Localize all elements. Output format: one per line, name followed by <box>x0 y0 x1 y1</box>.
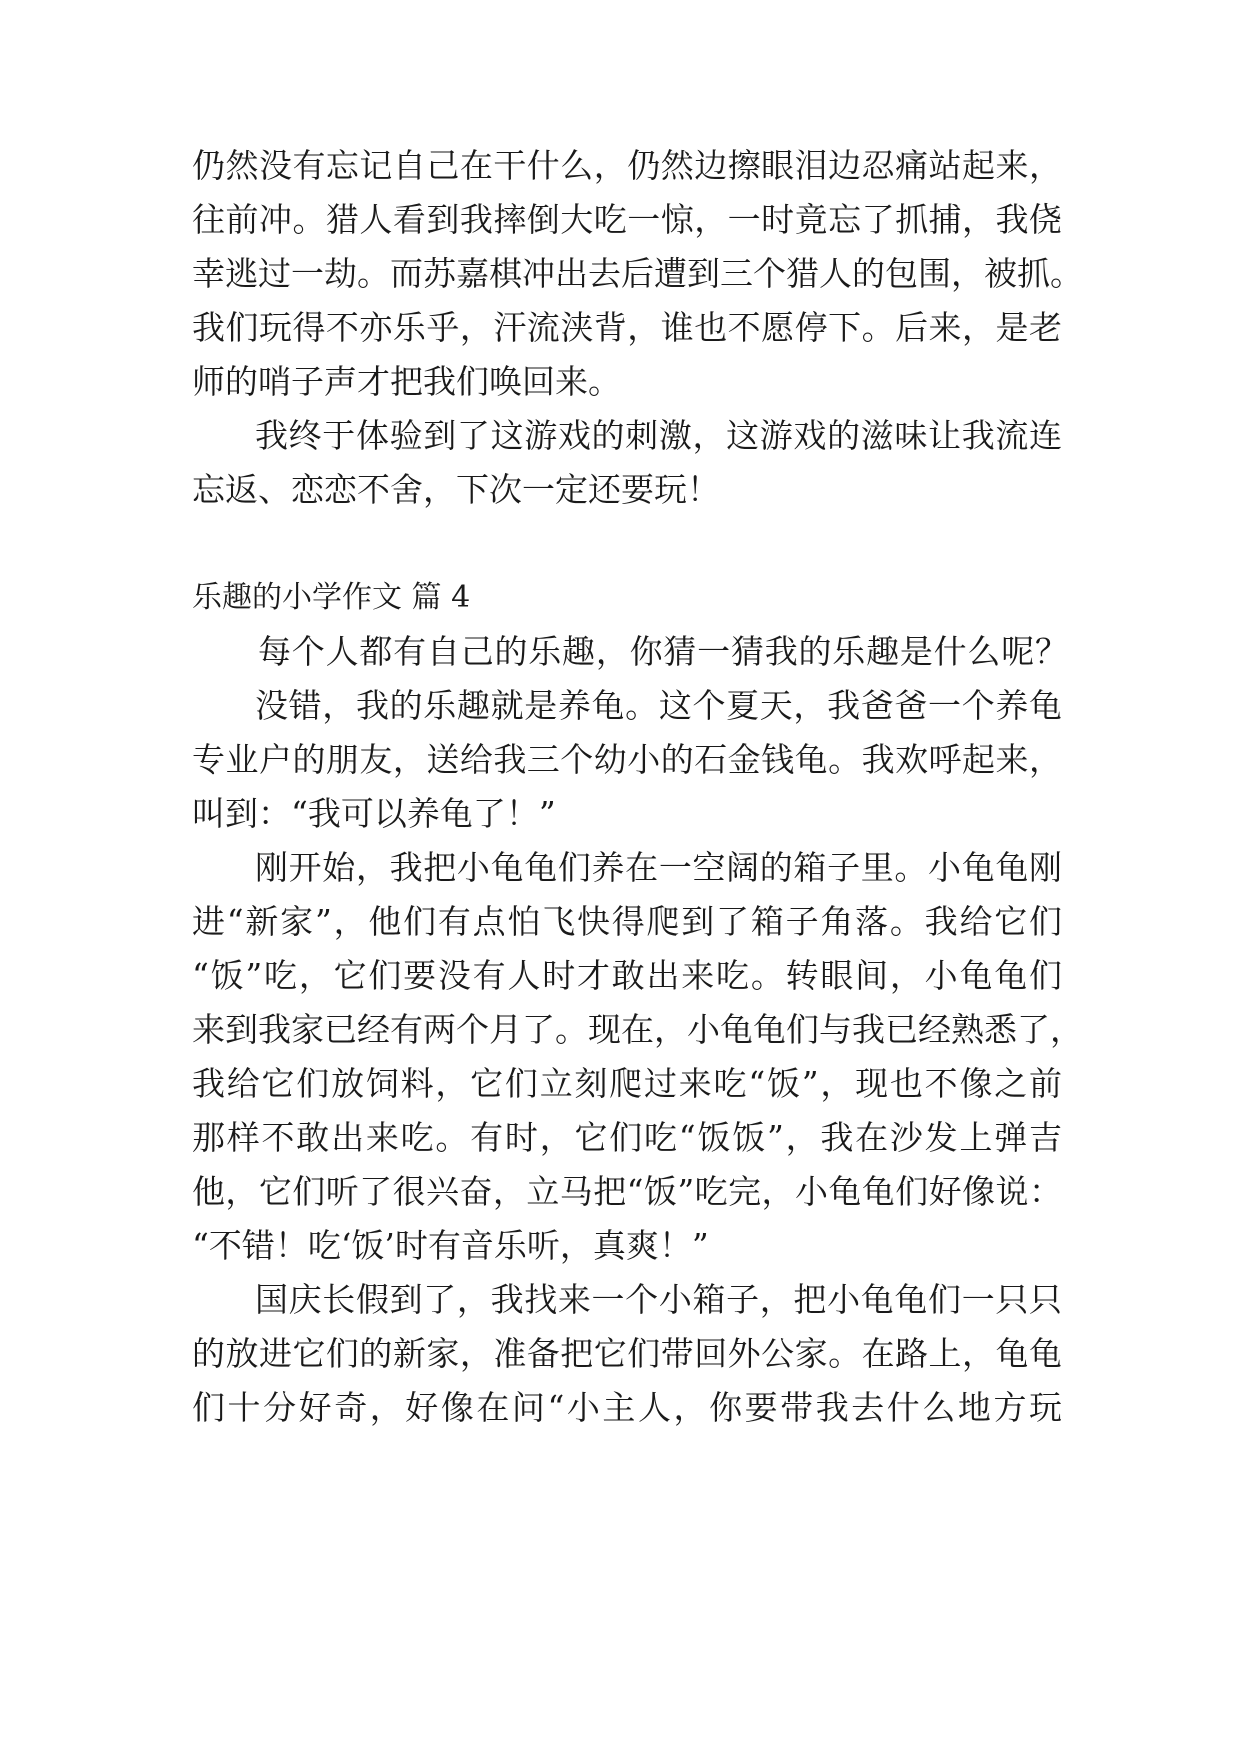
paragraph-line: 幸逃过一劫。而苏嘉棋冲出去后遭到三个猎人的包围，被抓。 <box>192 254 1083 293</box>
paragraph-line: 国庆长假到了，我找来一个小箱子，把小龟龟们一只只 <box>255 1280 1062 1319</box>
paragraph-line: 往前冲。猎人看到我摔倒大吃一惊，一时竟忘了抓捕，我侥 <box>192 200 1062 239</box>
paragraph-line: 们十分好奇，好像在问“小主人，你要带我去什么地方玩 <box>192 1388 1062 1427</box>
paragraph-line: “不错！吃‘饭’时有音乐听，真爽！” <box>192 1226 709 1265</box>
paragraph-line: 刚开始，我把小龟龟们养在一空阔的箱子里。小龟龟刚 <box>255 848 1062 887</box>
paragraph-line: 忘返、恋恋不舍，下次一定还要玩！ <box>192 470 720 509</box>
paragraph-line: 来到我家已经有两个月了。现在，小龟龟们与我已经熟悉了， <box>192 1010 1083 1049</box>
section-heading: 乐趣的小学作文 篇 4 <box>192 580 471 615</box>
paragraph-line: 每个人都有自己的乐趣，你猜一猜我的乐趣是什么呢？ <box>258 632 1068 671</box>
paragraph-line: 他，它们听了很兴奋，立马把“饭”吃完，小龟龟们好像说： <box>192 1172 1062 1211</box>
paragraph-line: 我们玩得不亦乐乎，汗流浃背，谁也不愿停下。后来，是老 <box>192 308 1062 347</box>
paragraph-line: 我给它们放饲料，它们立刻爬过来吃“饭”，现也不像之前 <box>192 1064 1062 1103</box>
paragraph-line: 专业户的朋友，送给我三个幼小的石金钱龟。我欢呼起来， <box>192 740 1062 779</box>
paragraph-line: 没错，我的乐趣就是养龟。这个夏天，我爸爸一个养龟 <box>255 686 1062 725</box>
paragraph-line: “饭”吃，它们要没有人时才敢出来吃。转眼间，小龟龟们 <box>192 956 1062 995</box>
paragraph-line: 的放进它们的新家，准备把它们带回外公家。在路上，龟龟 <box>192 1334 1062 1373</box>
paragraph-line: 叫到：“我可以养龟了！” <box>192 794 556 833</box>
paragraph-line: 师的哨子声才把我们唤回来。 <box>192 362 621 401</box>
paragraph-line: 进“新家”，他们有点怕飞快得爬到了箱子角落。我给它们 <box>192 902 1062 941</box>
paragraph-line: 那样不敢出来吃。有时，它们吃“饭饭”，我在沙发上弹吉 <box>192 1118 1062 1157</box>
paragraph-line: 我终于体验到了这游戏的刺激，这游戏的滋味让我流连 <box>255 416 1062 455</box>
paragraph-line: 仍然没有忘记自己在干什么，仍然边擦眼泪边忍痛站起来， <box>192 146 1062 185</box>
